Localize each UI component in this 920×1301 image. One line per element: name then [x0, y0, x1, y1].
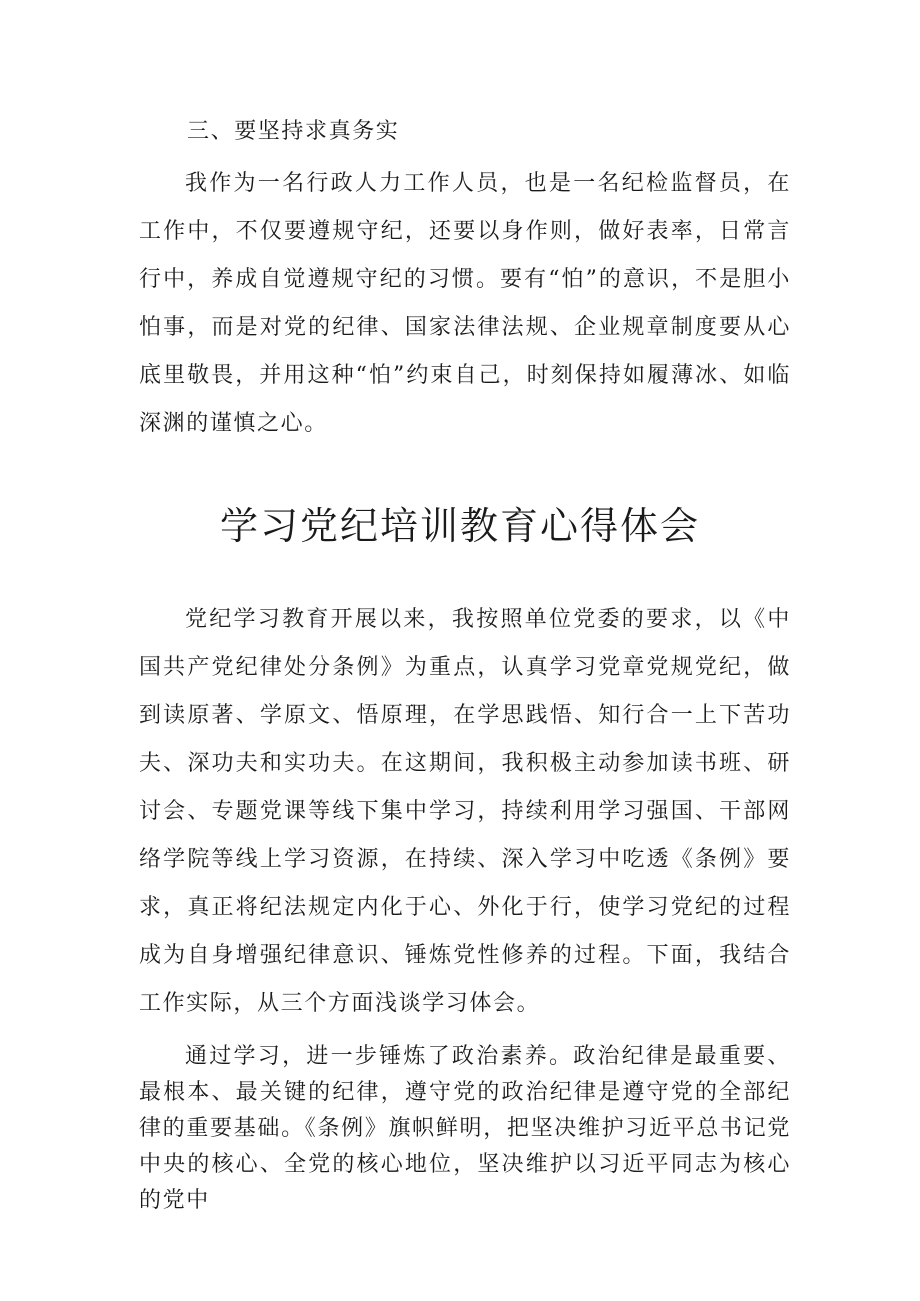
body-paragraph-political: 通过学习，进一步锤炼了政治素养。政治纪律是最重要、最根本、最关键的纪律，遵守党的政治纪律是遵守党的全部纪律的重要基础。《条例》旗帜鲜明，把坚决维护习近平总书记党中央的核心、全党的核心地位，坚决维护以习近平同志为核心的党中 — [139, 1044, 791, 1213]
document-title: 学习党纪培训教育心得体会 — [219, 504, 700, 548]
section-paragraph: 我作为一名行政人力工作人员，也是一名纪检监督员，在工作中，不仅要遵规守纪，还要以身作则，做好表率，日常言行中，养成自觉遵规守纪的习惯。要有“怕”的意识，不是胆小怕事，而是对党的纪律、国家法律法规、企业规章制度要从心底里敬畏，并用这种“怕”约束自己，时刻保持如履薄冰、如临深渊的谨慎之心。 — [139, 171, 791, 436]
body-paragraph-intro: 党纪学习教育开展以来，我按照单位党委的要求，以《中国共产党纪律处分条例》为重点，认真学习党章党规党纪，做到读原著、学原文、悟原理，在学思践悟、知行合一上下苦功夫、深功夫和实功夫。在这期间，我积极主动参加读书班、研讨会、专题党课等线下集中学习，持续利用学习强国、干部网络学院等线上学习资源，在持续、深入学习中吃透《条例》要求，真正将纪法规定内化于心、外化于行，使学习党纪的过程成为自身增强纪律意识、锤炼党性修养的过程。下面，我结合工作实际，从三个方面浅谈学习体会。 — [139, 607, 791, 1016]
section-heading: 三、要坚持求真务实 — [187, 119, 400, 144]
